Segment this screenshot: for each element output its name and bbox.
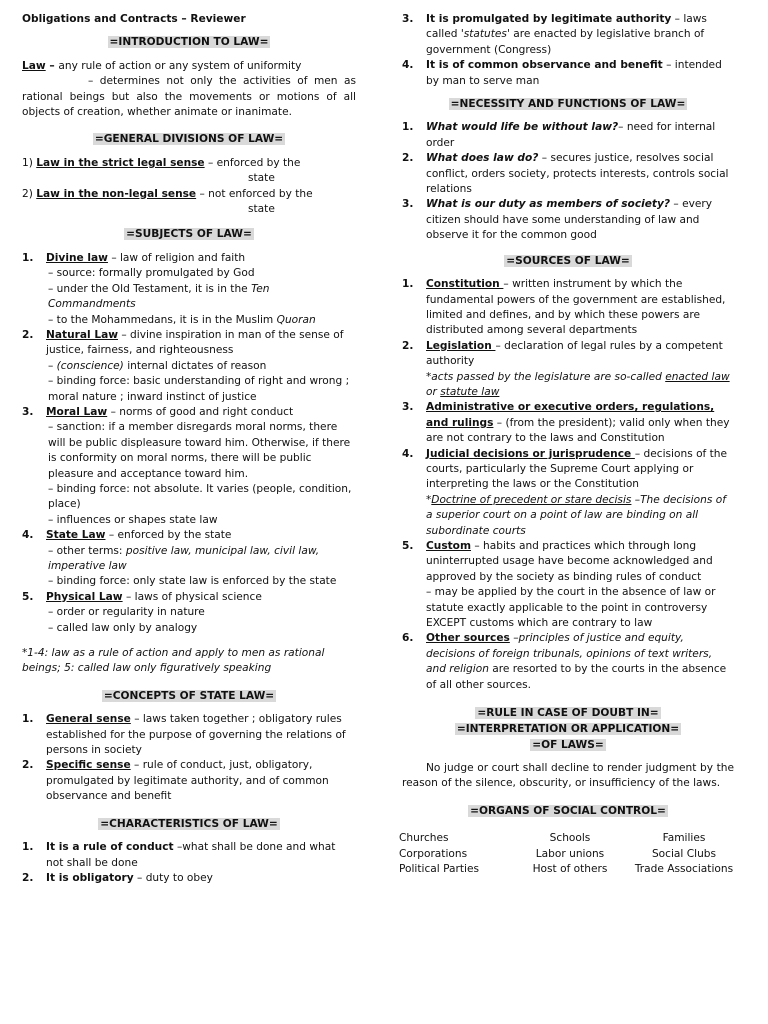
list-item: 1. It is a rule of conduct –what shall be done and what not shall be done [22, 841, 336, 869]
list-item: 3. It is promulgated by legitimate authority – laws called 'statutes' are enacted by legislative branch of government (Congress) [402, 13, 707, 56]
list-item: 6. Other sources –principles of justice and equity, decisions of foreign tribunals, opinions of text writers, and religion are resorted to by the courts in the absence of all other sources. [402, 632, 727, 691]
organ-item: Churches [399, 832, 449, 845]
list-item: 1. Divine law – law of religion and faith – source: formally promulgated by God – under the Old Testament, it is in the Ten Commandments – to the Mohammedans, it is in the Muslim Quoran [22, 251, 316, 326]
list-item: 3. Administrative or executive orders, regulations, and rulings – (from the president); valid only when they are not contrary to the laws and Constitution [402, 401, 730, 445]
section-heading-sources: =SOURCES OF LAW= [506, 254, 630, 267]
characteristics-list-continued [402, 12, 734, 89]
section-heading-subjects: =SUBJECTS OF LAW= [126, 228, 252, 241]
document-title: Obligations and Contracts – Reviewer [22, 13, 246, 25]
organ-item: Corporations [399, 847, 468, 860]
law-definition-continued: – determines not only the activities of men as rational beings but also the movements or motions of all objects of creation, whether animate or inanimate. [22, 75, 356, 119]
list-item: 2. Natural Law – divine inspiration in man of the sense of justice, fairness, and righteousness – (conscience) internal dictates of reason – binding force: basic understanding of right and wrong ; moral nature ; inward instinct of justice [22, 328, 350, 403]
list-item: 4. State Law – enforced by the state – other terms: positive law, municipal law, civil law, imperative law – binding force: only state law is enforced by the state [22, 529, 337, 588]
organ-item: Labor unions [535, 847, 605, 860]
right-column [399, 12, 734, 878]
law-definition: Law – any rule of action or any system of uniformity [22, 59, 302, 72]
section-heading-concepts: =CONCEPTS OF STATE LAW= [103, 689, 275, 702]
list-item: 1. General sense – laws taken together ; obligatory rules established for the purpose of governing the relations of persons in society [22, 713, 346, 757]
characteristics-list [22, 840, 356, 886]
organ-item: Trade Associations [634, 863, 734, 876]
organ-item: Social Clubs [651, 847, 717, 860]
organ-item: Political Parties [399, 863, 479, 876]
division-item: 1) Law in the strict legal sense – enforced by the [22, 156, 301, 169]
section-heading-doubt: =RULE IN CASE OF DOUBT IN= =INTERPRETATION OR APPLICATION= =OF LAWS= [456, 707, 680, 752]
list-item: 1. Constitution – written instrument by which the fundamental powers of the government are established, limited and defines, and by which these powers are distributed among several departments [402, 278, 726, 337]
left-column [22, 12, 356, 886]
subjects-list [22, 251, 356, 636]
division-item-tail: state [248, 203, 275, 216]
list-item: 2. What does law do? – secures justice, resolves social conflict, orders society, protects interests, controls social relations [402, 152, 729, 196]
list-item: 2. Legislation – declaration of legal rules by a competent authority *acts passed by the legislature are so-called enacted law or statute law [402, 339, 730, 398]
section-heading-introduction: =INTRODUCTION TO LAW= [109, 36, 269, 49]
divisions-list [22, 156, 356, 218]
list-item: 4. Judicial decisions or jurisprudence – decisions of the courts, particularly the Supreme Court applying or interpreting the laws or the Constitution *Doctrine of precedent or stare decisis –The decisions of a superior court on a point of law are binding on all subordinate courts [402, 447, 728, 537]
doubt-paragraph: No judge or court shall decline to render judgment by the reason of the silence, obscurity, or insufficiency of the laws. [402, 762, 734, 790]
concepts-list [22, 712, 356, 804]
section-heading-divisions: =GENERAL DIVISIONS OF LAW= [94, 133, 284, 146]
list-item: 2. It is obligatory – duty to obey [22, 871, 213, 884]
division-item-tail: state [248, 172, 275, 185]
section-heading-characteristics: =CHARACTERISTICS OF LAW= [100, 817, 278, 830]
list-item: 3. Moral Law – norms of good and right conduct – sanction: if a member disregards moral norms, there will be public displeasure toward him. Otherwise, if there is conformity on moral norms, there will be public pleasure and acceptance toward him. – binding force: not absolute. It varies (people, condition, place) – influences or shapes state law [22, 405, 352, 526]
organ-item: Families [662, 832, 706, 845]
organ-item: Host of others [532, 863, 608, 876]
organs-grid [399, 831, 734, 878]
list-item: 3. What is our duty as members of society? – every citizen should have some understanding of law and observe it for the common good [402, 198, 712, 242]
section-heading-necessity: =NECESSITY AND FUNCTIONS OF LAW= [450, 98, 686, 111]
organ-item: Schools [549, 832, 591, 845]
list-item: 2. Specific sense – rule of conduct, just, obligatory, promulgated by legitimate authority, and of common observance and benefit [22, 759, 329, 803]
sources-list [402, 277, 734, 693]
section-heading-organs: =ORGANS OF SOCIAL CONTROL= [470, 804, 666, 817]
list-item: 5. Custom – habits and practices which through long uninterrupted usage have become acknowledged and approved by the society as binding rules of conduct – may be applied by the court in the absence of law or statute exactly applicable to the point in controversy EXCEPT customs which are contrary to law [402, 540, 716, 630]
list-item: 1. What would life be without law?– need for internal order [402, 121, 716, 149]
subjects-note: *1-4: law as a rule of action and apply to men as rational beings; 5: called law only figuratively speaking [22, 647, 325, 675]
division-item: 2) Law in the non-legal sense – not enforced by the [22, 187, 313, 200]
necessity-list [402, 120, 734, 243]
list-item: 5. Physical Law – laws of physical science – order or regularity in nature – called law only by analogy [22, 590, 262, 634]
list-item: 4. It is of common observance and benefit – intended by man to serve man [402, 59, 722, 87]
